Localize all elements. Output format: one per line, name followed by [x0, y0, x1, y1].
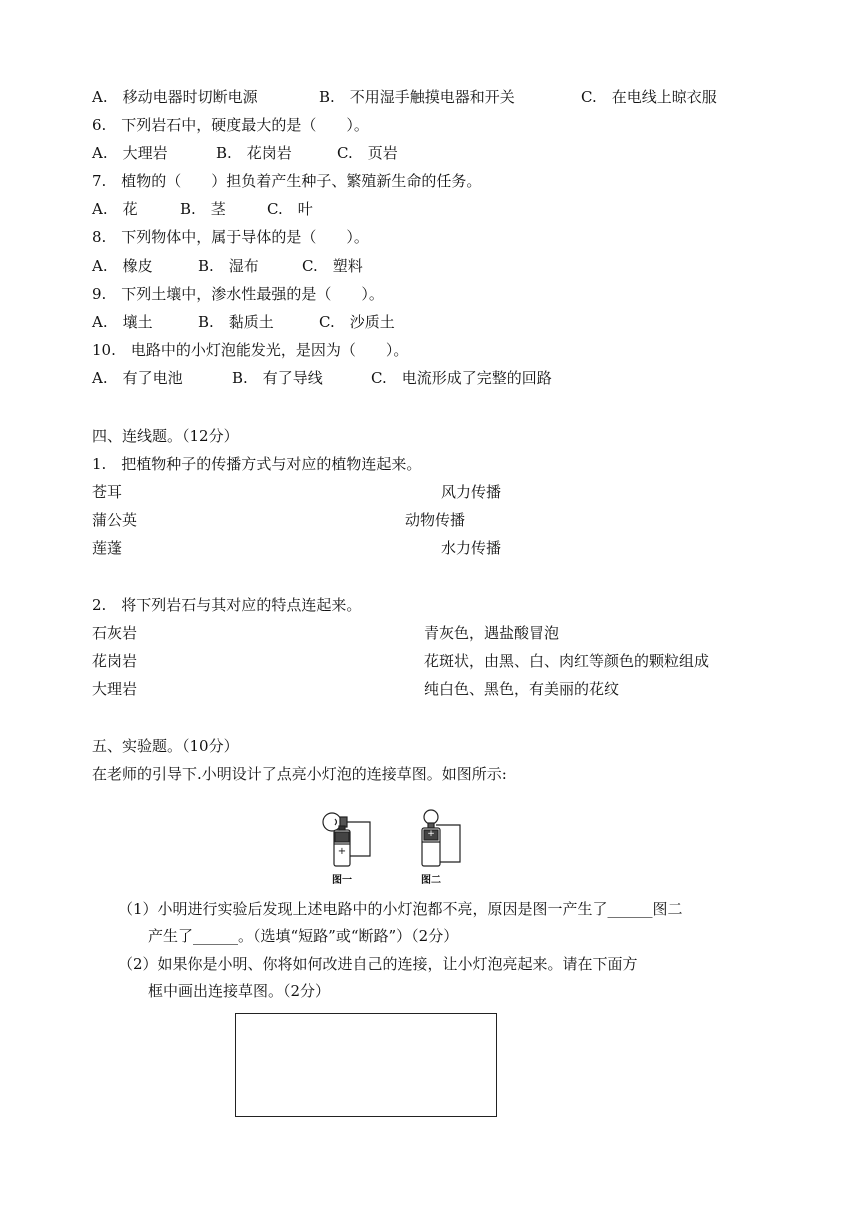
- drawing-answer-box[interactable]: [235, 1013, 497, 1117]
- bulb-base-icon: [428, 823, 434, 828]
- q10-option-a: A. 有了电池: [92, 369, 183, 387]
- battery-plus-sign: +: [427, 829, 435, 839]
- s4-q2-right-1: 青灰色，遇盐酸冒泡: [424, 624, 560, 642]
- s5-sub1-line2: 产生了______。（选填“短路”或“断路”）（2分）: [148, 927, 459, 945]
- s4-q1-left-3: 莲蓬: [92, 539, 123, 557]
- q6-option-c: C. 页岩: [337, 144, 398, 162]
- bulb-icon: [323, 813, 341, 831]
- q9-option-c: C. 沙质土: [319, 313, 395, 331]
- s4-q1-left-1: 苍耳: [92, 483, 123, 501]
- q10-option-b: B. 有了导线: [232, 369, 323, 387]
- s5-intro: 在老师的引导下.小明设计了点亮小灯泡的连接草图。如图所示:: [92, 765, 507, 783]
- s4-q2-left-3: 大理岩: [92, 680, 138, 698]
- q8-options-row: [92, 256, 363, 276]
- q9-option-b: B. 黏质土: [198, 313, 274, 331]
- s5-sub1-line1: （1）小明进行实验后发现上述电路中的小灯泡都不亮，原因是图一产生了______图二: [118, 900, 683, 918]
- q7-stem: 7. 植物的（ ）担负着产生种子、繁殖新生命的任务。: [92, 172, 482, 190]
- q5-options-row: [92, 87, 717, 107]
- q10-option-c: C. 电流形成了完整的回路: [371, 369, 552, 387]
- q6-option-b: B. 花岗岩: [216, 144, 292, 162]
- figure-one: [323, 813, 370, 866]
- q10-stem: 10. 电路中的小灯泡能发光，是因为（ ）。: [92, 341, 409, 359]
- s5-sub2-line2: 框中画出连接草图。（2分）: [148, 982, 331, 1000]
- q9-options-row: [92, 312, 395, 332]
- s4-q1-right-2: 动物传播: [405, 511, 466, 529]
- s4-q1-right-1: 风力传播: [441, 483, 502, 501]
- q7-options-row: [92, 199, 313, 219]
- battery-plus-sign: +: [337, 846, 347, 857]
- q9-option-a: A. 壤土: [92, 313, 153, 331]
- q6-options-row: [92, 143, 398, 163]
- q5-option-c: C. 在电线上晾衣服: [581, 88, 717, 106]
- figure-two-label: 图二: [421, 875, 441, 886]
- s4-q2-right-3: 纯白色、黑色，有美丽的花纹: [424, 680, 620, 698]
- section4-title: 四、连线题。（12分）: [92, 427, 239, 445]
- q8-option-b: B. 湿布: [198, 257, 259, 275]
- q9-stem: 9. 下列土壤中，渗水性最强的是（ ）。: [92, 285, 384, 303]
- q6-option-a: A. 大理岩: [92, 144, 168, 162]
- q5-option-a: A. 移动电器时切断电源: [92, 88, 258, 106]
- q6-stem: 6. 下列岩石中，硬度最大的是（ ）。: [92, 116, 369, 134]
- q10-options-row: [92, 368, 552, 388]
- s5-sub2-line1: （2）如果你是小明、你将如何改进自己的连接，让小灯泡亮起来。请在下面方: [118, 955, 638, 973]
- q8-option-a: A. 橡皮: [92, 257, 153, 275]
- s4-q2-right-2: 花斑状，由黑、白、肉红等颜色的颗粒组成: [424, 652, 710, 670]
- s4-q2-left-2: 花岗岩: [92, 652, 138, 670]
- q7-option-c: C. 叶: [267, 200, 313, 218]
- q5-option-b: B. 不用湿手触摸电器和开关: [319, 88, 515, 106]
- circuit-diagram: [318, 808, 468, 890]
- q8-stem: 8. 下列物体中，属于导体的是（ ）。: [92, 228, 369, 246]
- q7-option-b: B. 茎: [180, 200, 226, 218]
- s4-q2-stem: 2. 将下列岩石与其对应的特点连起来。: [92, 596, 362, 614]
- s4-q2-left-1: 石灰岩: [92, 624, 138, 642]
- bulb-icon: [424, 810, 438, 824]
- s4-q1-right-3: 水力传播: [441, 539, 502, 557]
- section5-title: 五、实验题。（10分）: [92, 737, 239, 755]
- s4-q1-stem: 1. 把植物种子的传播方式与对应的植物连起来。: [92, 455, 422, 473]
- figure-one-label: 图一: [332, 875, 352, 886]
- s4-q1-left-2: 蒲公英: [92, 511, 138, 529]
- q7-option-a: A. 花: [92, 200, 138, 218]
- q8-option-c: C. 塑料: [302, 257, 363, 275]
